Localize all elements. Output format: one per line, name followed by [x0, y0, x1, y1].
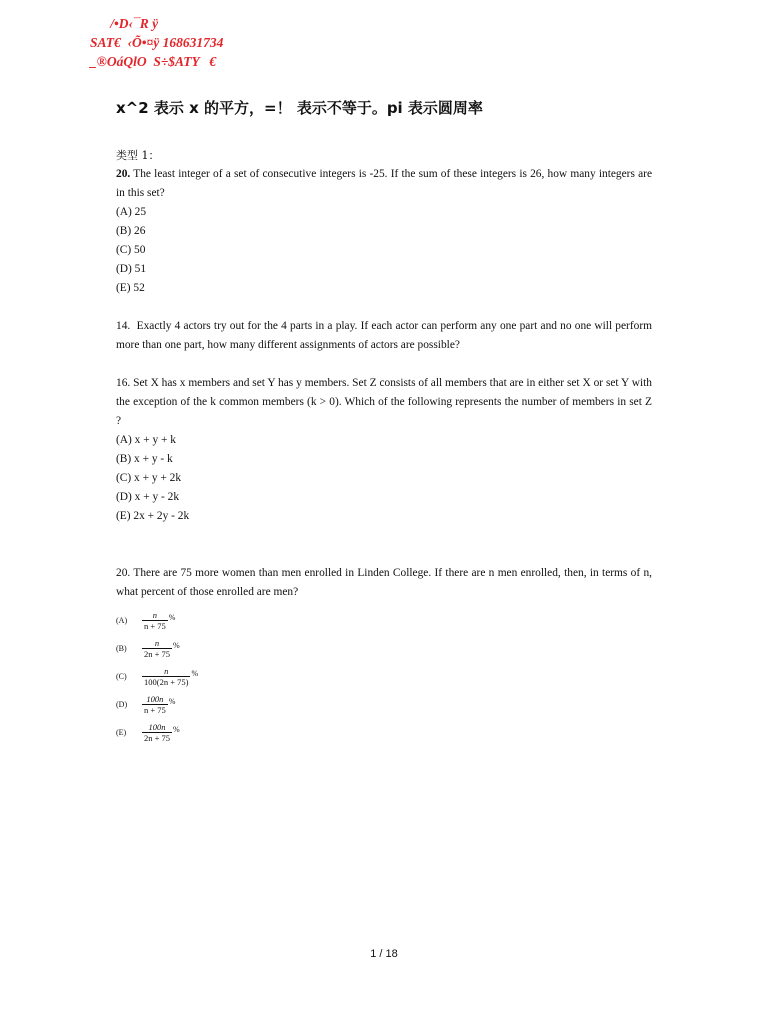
fraction-option [116, 690, 652, 718]
denominator: n + 75 [144, 704, 166, 715]
option-letter: (A) [116, 615, 128, 625]
denominator: n + 75 [144, 620, 166, 631]
numerator: n [164, 665, 169, 676]
answer-option: (E) 52 [116, 282, 145, 294]
percent-sign: % [168, 613, 176, 622]
answer-option: (D) 51 [116, 263, 147, 275]
percent-sign: % [191, 669, 199, 678]
fraction [142, 666, 190, 687]
question-text [116, 374, 652, 431]
option-letter: (E) [116, 727, 127, 737]
page-title: x^2 表示 x 的平方，=！ 表示不等于。pi 表示圆周率 [116, 99, 483, 117]
spacer [116, 526, 652, 564]
question-block [116, 317, 652, 355]
denominator: 100(2n + 75) [144, 676, 189, 687]
watermark-stamp [90, 14, 290, 71]
question-text [116, 165, 652, 203]
denominator: 2n + 75 [144, 648, 171, 659]
page-indicator: 1 / 18 [370, 948, 398, 960]
option-letter: (B) [116, 643, 127, 653]
denominator: 2n + 75 [144, 732, 171, 743]
question-number: 20. [116, 168, 131, 180]
question-body: Set X has x members and set Y has y members. Set Z consists of all members that are in either set X or set Y with the exception of the k common members (k > 0). Which of the following represents the number of members in set Z ? [116, 377, 652, 427]
percent-sign: % [173, 725, 180, 734]
spacer [116, 298, 652, 317]
fraction [142, 722, 172, 743]
question-block [116, 564, 652, 746]
answer-option: (B) x + y - k [116, 453, 173, 465]
fraction-option [116, 634, 652, 662]
answer-option: (D) x + y - 2k [116, 491, 180, 503]
fraction [142, 638, 172, 659]
option-letter: (D) [116, 699, 128, 709]
question-body: The least integer of a set of consecutive integers is -25. If the sum of these integers is 26, how many integers are in this set? [116, 168, 652, 199]
question-text [116, 317, 652, 355]
question-text [116, 564, 652, 602]
question-number: 20. [116, 567, 131, 579]
numerator: n [154, 637, 160, 648]
answer-option: (B) 26 [116, 225, 146, 237]
percent-sign: % [168, 697, 176, 706]
watermark-line: SAT€ ‹Õ•¤ÿ 168631734 [90, 35, 224, 50]
question-block [116, 165, 652, 298]
fraction-option [116, 606, 652, 634]
fraction-options [116, 606, 652, 746]
spacer [116, 355, 652, 374]
fraction-option [116, 718, 652, 746]
answer-option: (C) x + y + 2k [116, 472, 182, 484]
questions-body [116, 146, 652, 746]
answer-option: (E) 2x + 2y - 2k [116, 510, 190, 522]
question-number: 16. [116, 377, 131, 389]
question-number: 14. [116, 320, 131, 332]
answer-option: (A) x + y + k [116, 434, 176, 446]
numerator: n [152, 609, 158, 620]
numerator: 100n [146, 693, 164, 704]
answer-option: (A) 25 [116, 206, 147, 218]
question-block [116, 374, 652, 526]
question-body: There are 75 more women than men enrolled in Linden College. If there are n men enrolled, then, in terms of n, what percent of those enrolled are men? [116, 567, 652, 598]
option-letter: (C) [116, 671, 127, 681]
fraction-option [116, 662, 652, 690]
fraction [142, 610, 168, 631]
watermark-line: _®OáQlO S÷$ATY € [90, 54, 217, 69]
percent-sign: % [173, 641, 180, 650]
answer-option: (C) 50 [116, 244, 146, 256]
numerator: 100n [148, 721, 166, 732]
watermark-line: /•D‹¯R ÿ [90, 16, 159, 31]
fraction [142, 694, 168, 715]
question-body: Exactly 4 actors try out for the 4 parts in a play. If each actor can perform any one part and no one will perform more than one part, how many different assignments of actors are possible? [116, 320, 652, 351]
type-label: 类型 1： [116, 149, 160, 162]
